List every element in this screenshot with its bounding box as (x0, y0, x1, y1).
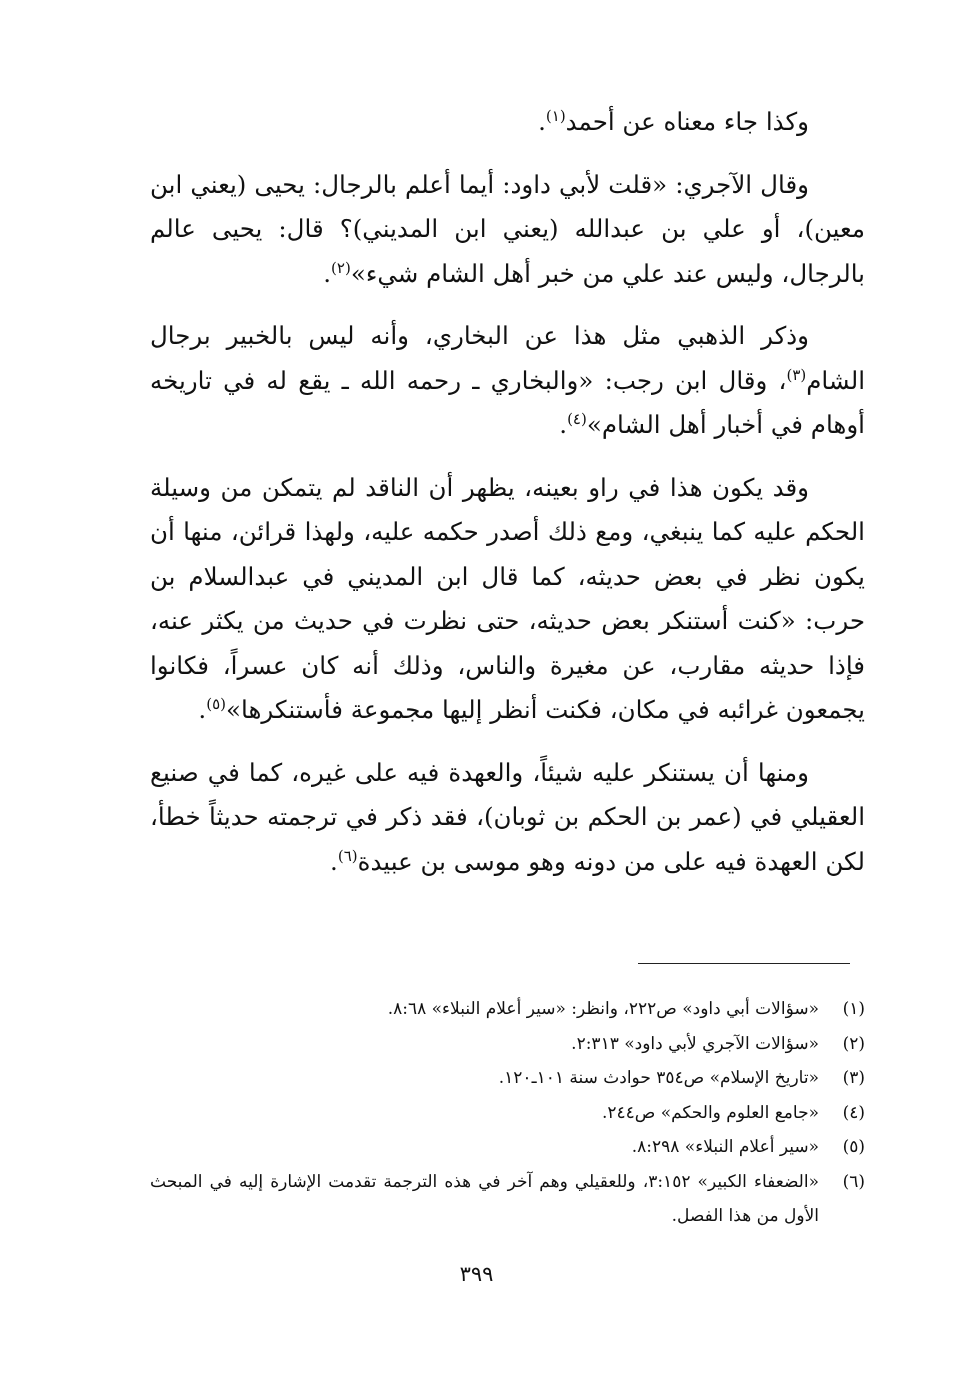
paragraph-text: . (198, 695, 207, 724)
footnote-ref: (١) (545, 106, 566, 125)
footnote (150, 1130, 865, 1165)
footnote-ref: (٥) (206, 694, 226, 713)
footnote-ref: (٤) (567, 409, 587, 428)
paragraph-text: . (330, 846, 338, 876)
footnote-text: «الضعفاء الكبير» ٣:١٥٢، وللعقيلي وهم آخر في هذه الترجمة تقدمت الإشارة إليه في المبحث الأول من هذا الفصل. (150, 1171, 819, 1226)
paragraph-text: . (323, 258, 332, 288)
paragraph-text: . (538, 107, 546, 136)
paragraph (150, 163, 865, 297)
paragraph-text: . (559, 410, 568, 439)
footnote (150, 1096, 865, 1131)
footnote-separator (638, 963, 850, 964)
paragraph-text: وذكر الذهبي مثل هذا عن البخاري، وأنه ليس بالخبير برجال الشام (150, 321, 865, 395)
paragraph-text: ومنها أن يستنكر عليه شيئاً، والعهدة فيه على غيره، كما في صنيع العقيلي في (عمر بن الحكم بن ثوبان)، فقد ذكر في ترجمته حديثاً خطأ، لكن العهدة فيه على من دونه وهو موسى بن عبيدة (150, 757, 865, 876)
footnote-text: «تاريخ الإسلام» ص٣٥٤ حوادث سنة ١٠١ـ١٢٠. (498, 1068, 819, 1088)
footnote-ref: (٦) (337, 846, 358, 865)
paragraph-text: ، وقال ابن رجب: «والبخاري ـ رحمه الله ـ يقع له في تاريخه أوهام في أخبار أهل الشام» (150, 365, 865, 439)
footnote-number: (١) (842, 999, 865, 1019)
footnote-number: (٤) (842, 1102, 865, 1123)
paragraph (150, 466, 865, 733)
footnote-number: (٦) (842, 1171, 865, 1192)
footnote-number: (٥) (842, 1137, 865, 1157)
footnote-ref: (٢) (331, 258, 351, 277)
footnote-ref: (٣) (786, 365, 807, 384)
footnote-text: «سؤالات الآجري لأبي داود» ٢:٣١٣. (571, 1033, 819, 1054)
footnote (150, 1061, 865, 1096)
paragraph (150, 751, 865, 885)
footnotes (150, 992, 865, 1234)
footnote-text: «سير أعلام النبلاء» ٨:٢٩٨. (631, 1137, 819, 1157)
main-text (150, 100, 865, 902)
footnote-number: (٢) (842, 1033, 865, 1054)
footnote (150, 1165, 865, 1234)
footnote-text: «جامع العلوم والحكم» ص٢٤٤. (601, 1102, 819, 1123)
footnote-number: (٣) (842, 1068, 865, 1088)
paragraph-text: وقال الآجري: «قلت لأبي داود: أيما أعلم بالرجال: يحيى (يعني ابن معين)، أو علي بن عبدالله (يعني ابن المديني)؟ قال: يحيى عالم بالرجال، وليس عند علي من خبر أهل الشام شيء» (150, 169, 865, 288)
paragraph-text: وقد يكون هذا في راو بعينه، يظهر أن الناقد لم يتمكن من وسيلة الحكم عليه كما ينبغي، ومع ذلك أصدر حكمه عليه، ولهذا قرائن، منها أن يكون نظر في بعض حديثه، كما قال ابن المديني في عبدالسلام بن حرب: «كنت أستنكر بعض حديثه، حتى نظرت في حديث من يكثر عنه، فإذا حديثه مقارب، عن مغيرة والناس، وذلك أنه كان عسراً، فكانوا يجمعون غرائبه في مكان، فكنت أنظر إليها مجموعة فأستنكرها» (150, 472, 865, 724)
paragraph (150, 100, 865, 145)
page-number: ٣٩٩ (459, 1262, 494, 1286)
footnote (150, 992, 865, 1027)
paragraph-text: وكذا جاء معناه عن أحمد (565, 107, 809, 136)
footnote-text: «سؤالات أبي داود» ص٢٢٢، وانظر: «سير أعلام النبلاء» ٨:٦٨. (387, 999, 819, 1019)
footnote (150, 1027, 865, 1062)
paragraph (150, 314, 865, 448)
